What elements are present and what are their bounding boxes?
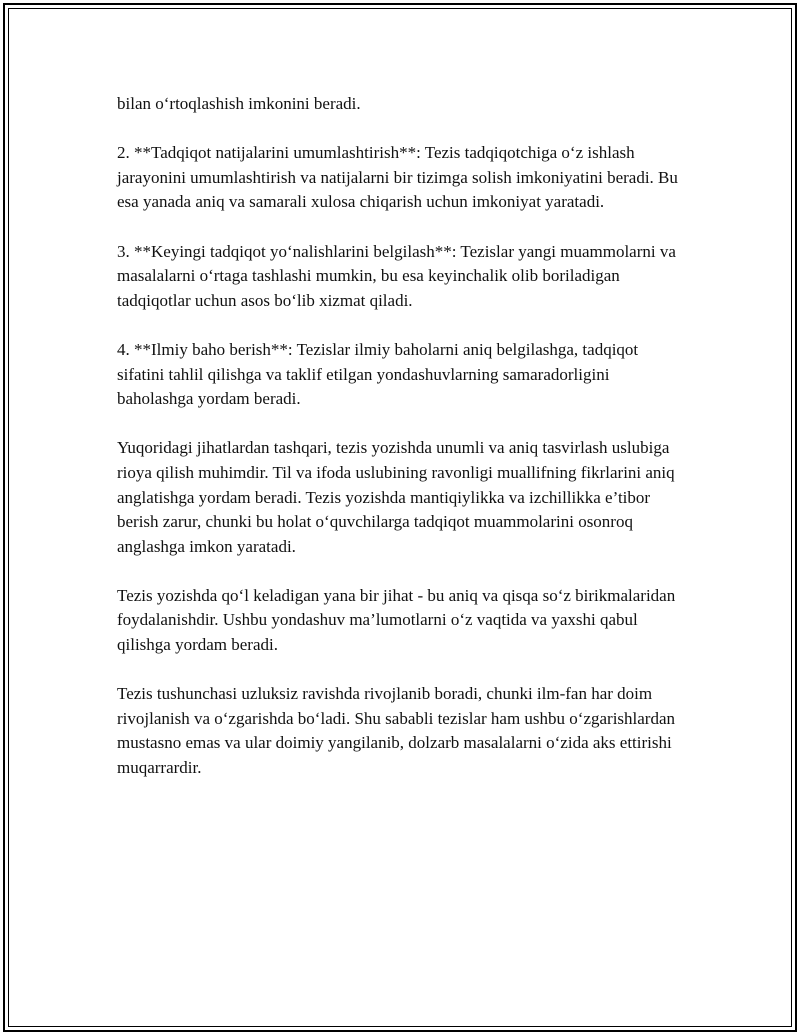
paragraph-style: Yuqoridagi jihatlardan tashqari, tezis yozishda unumli va aniq tasvirlash uslubiga rioya qilish muhimdir. Til va ifoda uslubining ravonligi muallifning fikrlarini aniq anglatishga yordam beradi. Tezis yozishda mantiqiylikka va izchillikka e’tibor berish zarur, chunki bu holat o‘quvchilarga tadqiqot muammolarini osonroq anglashga imkon yaratadi. [117,438,675,556]
paragraph-continuation: bilan o‘rtoqlashish imkonini beradi. [117,94,361,113]
paragraph-item-3: 3. **Keyingi tadqiqot yo‘nalishlarini belgilash**: Tezislar yangi muammolarni va masalalarni o‘rtaga tashlashi mumkin, bu esa keyinchalik olib boriladigan tadqiqotlar uchun asos bo‘lib xizmat qiladi. [117,241,676,310]
paragraph-phrasing: Tezis yozishda qo‘l keladigan yana bir jihat - bu aniq va qisqa so‘z birikmalaridan foydalanishdir. Ushbu yondashuv ma’lumotlarni o‘z vaqtida va yaxshi qabul qilishga yordam beradi. [117,585,676,655]
paragraph-item-2: 2. **Tadqiqot natijalarini umumlashtirish**: Tezis tadqiqotchiga o‘z ishlash jarayonini umumlashtirish va natijalarni bir tizimga solish imkoniyatini beradi. Bu esa yanada aniq va samarali xulosa chiqarish uchun imkoniyat yaratadi. [117,143,678,212]
paragraph-item-4: 4. **Ilmiy baho berish**: Tezislar ilmiy baholarni aniq belgilashga, tadqiqot sifatini tahlil qilishga va taklif etilgan yondashuvlarning samaradorligini baholashga yordam beradi. [117,339,639,409]
paragraph-evolution: Tezis tushunchasi uzluksiz ravishda rivojlanib boradi, chunki ilm-fan har doim rivojlanish va o‘zgarishda bo‘ladi. Shu sababli tezislar ham ushbu o‘zgarishlardan mustasno emas va ular doimiy yangilanib, dolzarb masalalarni o‘zida aks ettirishi muqarrardir. [117,684,676,778]
document-body [117,92,689,805]
